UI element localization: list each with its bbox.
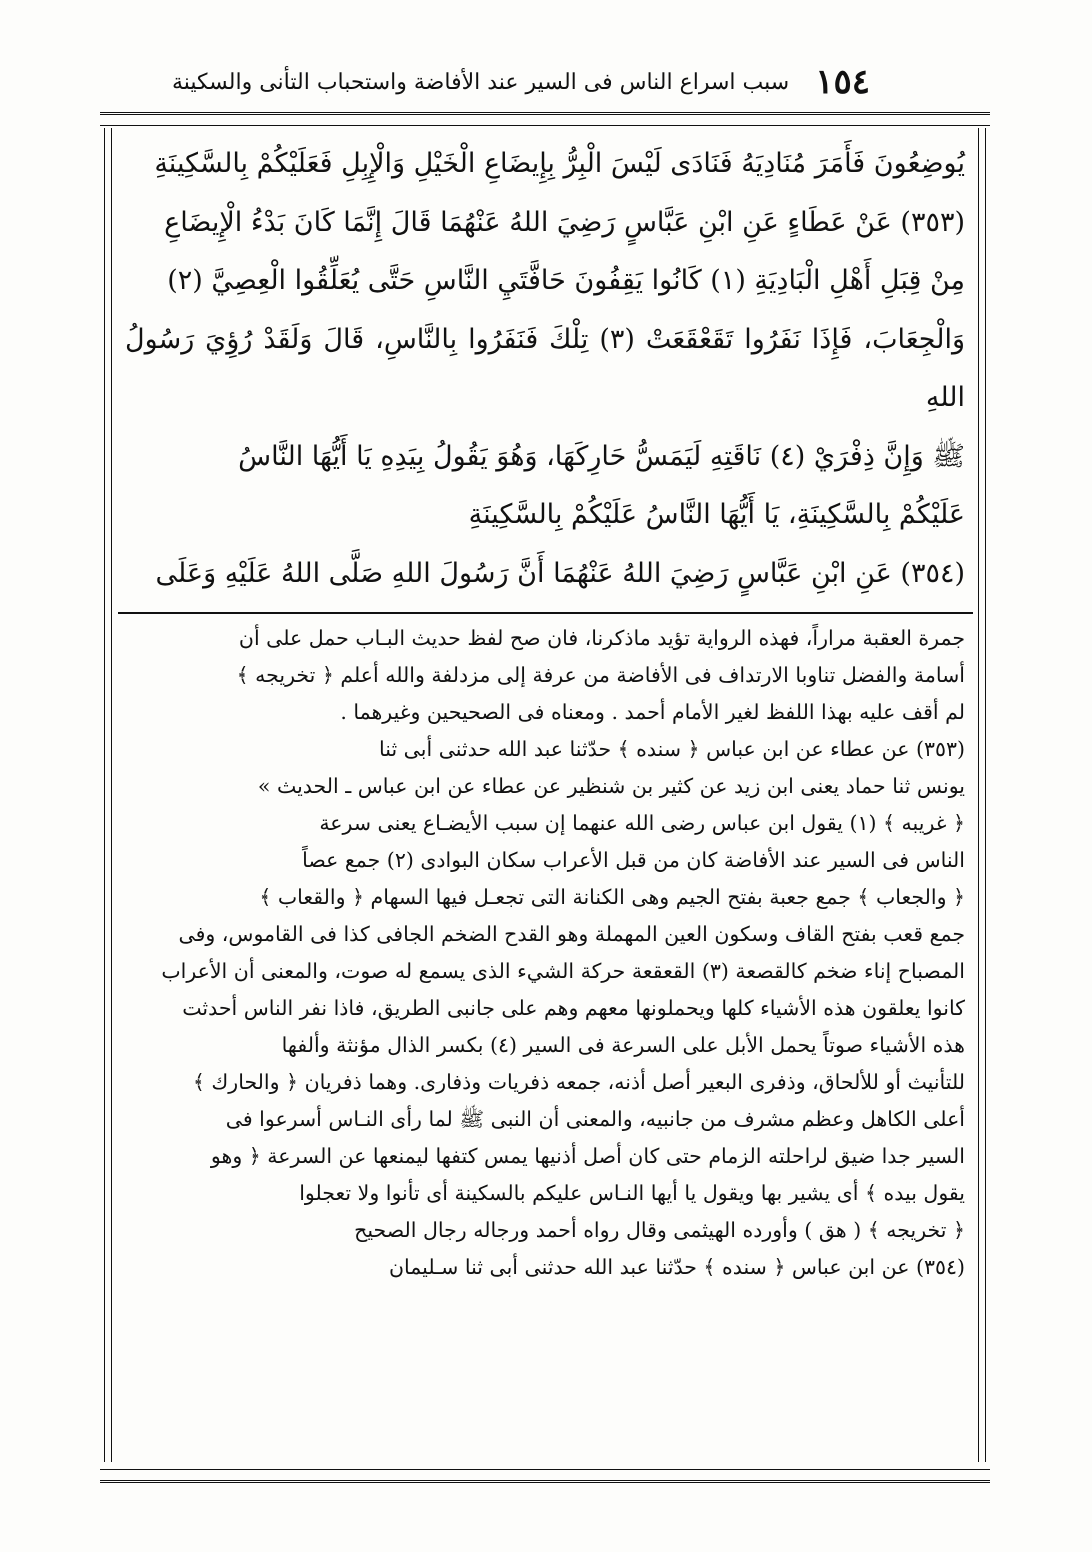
commentary-line: ﴿ غريبه ﴾ (١) يقول ابن عباس رضى الله عنهما إن سبب الأيضـاع يعنى سرعة — [319, 811, 965, 835]
section-divider — [118, 612, 973, 614]
left-border-rule — [104, 128, 112, 1462]
commentary-text — [125, 620, 965, 1455]
main-line: عَلَيْكُمْ بِالسَّكِينَةِ، يَا أَيُّهَا النَّاسُ عَلَيْكُمْ بِالسَّكِينَةِ — [468, 499, 965, 530]
main-line: يُوضِعُونَ فَأَمَرَ مُنَادِيَهُ فَنَادَى لَيْسَ الْبِرُّ بِإِيضَاعِ الْخَيْلِ وَالْإِبِلِ فَعَلَيْكُمْ بِالسَّكِينَةِ — [154, 148, 965, 179]
commentary-line: يونس ثنا حماد يعنى ابن زيد عن كثير بن شنظير عن عطاء عن ابن عباس ـ الحديث » — [257, 774, 965, 798]
commentary-line: للتأنيث أو للألحاق، وذفرى البعير أصل أذنه، جمعه ذفريات وذفارى. وهما ذفريان ﴿ والحارك ﴾ — [192, 1070, 965, 1094]
commentary-line: ﴿ والجعاب ﴾ جمع جعبة بفتح الجيم وهى الكنانة التى تجعـل فيها السهام ﴿ والقعاب ﴾ — [259, 885, 965, 909]
commentary-line: هذه الأشياء صوتاً يحمل الأبل على السرعة فى السير (٤) بكسر الذال مؤنثة وألفها — [281, 1033, 965, 1057]
commentary-line: أسامة والفضل تناوبا الارتداف فى الأفاضة من عرفة إلى مزدلفة والله أعلم ﴿ تخريجه ﴾ — [236, 663, 965, 687]
main-line: (٣٥٤) عَنِ ابْنِ عَبَّاسٍ رَضِيَ اللهُ عَنْهُمَا أَنَّ رَسُولَ اللهِ صَلَّى اللهُ عَلَيْهِ وَعَلَى — [155, 557, 965, 589]
hadith-main-text — [125, 135, 965, 605]
main-line: (٣٥٣) عَنْ عَطَاءٍ عَنِ ابْنِ عَبَّاسٍ رَضِيَ اللهُ عَنْهُمَا قَالَ إِنَّمَا كَانَ بَدْءُ الْإِيضَاعِ — [164, 206, 965, 238]
commentary-line: الناس فى السير عند الأفاضة كان من قبل الأعراب سكان البوادى (٢) جمع عصاً — [302, 848, 965, 872]
commentary-line: يقول بيده ﴾ أى يشير بها ويقول يا أيها النـاس عليكم بالسكينة أى تأنوا ولا تعجلوا — [299, 1181, 965, 1205]
commentary-line: ﴿ تخريجه ﴾ ( هق ) وأورده الهيثمى وقال رواه أحمد ورجاله رجال الصحيح — [354, 1218, 965, 1242]
commentary-line: المصباح إناء ضخم كالقصعة (٣) القعقعة حركة الشيء الذى يسمع له صوت، والمعنى أن الأعراب — [161, 959, 965, 983]
running-title: سبب اسراع الناس فى السير عند الأفاضة واستحباب التأنى والسكينة — [171, 69, 790, 95]
commentary-line: أعلى الكاهل وعظم مشرف من جانبيه، والمعنى أن النبى ﷺ لما رأى النـاس أسرعوا فى — [225, 1107, 965, 1131]
commentary-line: السير جدا ضيق لراحلته الزمام حتى كان أصل أذنيها يمس كتفها ليمنعها عن السرعة ﴿ وهو — [210, 1144, 965, 1168]
page-header — [150, 62, 870, 102]
commentary-line: جمع قعب بفتح القاف وسكون العين المهملة وهو القدح الضخم الجافى كذا فى القاموس، وفى — [178, 922, 965, 946]
commentary-line: لم أقف عليه بهذا اللفظ لغير الأمام أحمد . ومعناه فى الصحيحين وغيرهما . — [340, 700, 965, 724]
right-border-rule — [978, 128, 986, 1462]
page-number: ١٥٤ — [815, 62, 870, 102]
commentary-line: جمرة العقبة مراراً، فهذه الرواية تؤيد ماذكرنا، فان صح لفظ حديث البـاب حمل على أن — [238, 626, 965, 650]
main-line: مِنْ قِبَلِ أَهْلِ الْبَادِيَةِ (١) كَانُوا يَقِفُونَ حَافَّتَيِ النَّاسِ حَتَّى يُعَلِّقُوا الْعِصِيَّ (٢) — [167, 265, 965, 296]
main-line: ﷺ وَإِنَّ ذِفْرَيْ (٤) نَاقَتِهِ لَيَمَسُّ حَارِكَهَا، وَهُوَ يَقُولُ بِيَدِهِ يَا أَيُّهَا النَّاسُ — [238, 440, 965, 472]
commentary-line: كانوا يعلقون هذه الأشياء كلها ويحملونها معهم وهم على جانبى الطريق، فاذا نفر الناس أحدثت — [182, 996, 965, 1020]
commentary-line: (٣٥٤) عن ابن عباس ﴿ سنده ﴾ حدّثنا عبد الله حدثنى أبى ثنا سـليمان — [389, 1255, 965, 1279]
commentary-line: (٣٥٣) عن عطاء عن ابن عباس ﴿ سنده ﴾ حدّثنا عبد الله حدثنى أبى ثنا — [379, 737, 965, 761]
main-line: وَالْجِعَابَ، فَإِذَا نَفَرُوا تَقَعْقَعَتْ (٣) تِلْكَ فَنَفَرُوا بِالنَّاسِ، قَالَ وَلَقَدْ رُؤِيَ رَسُولُ اللهِ — [125, 323, 965, 413]
